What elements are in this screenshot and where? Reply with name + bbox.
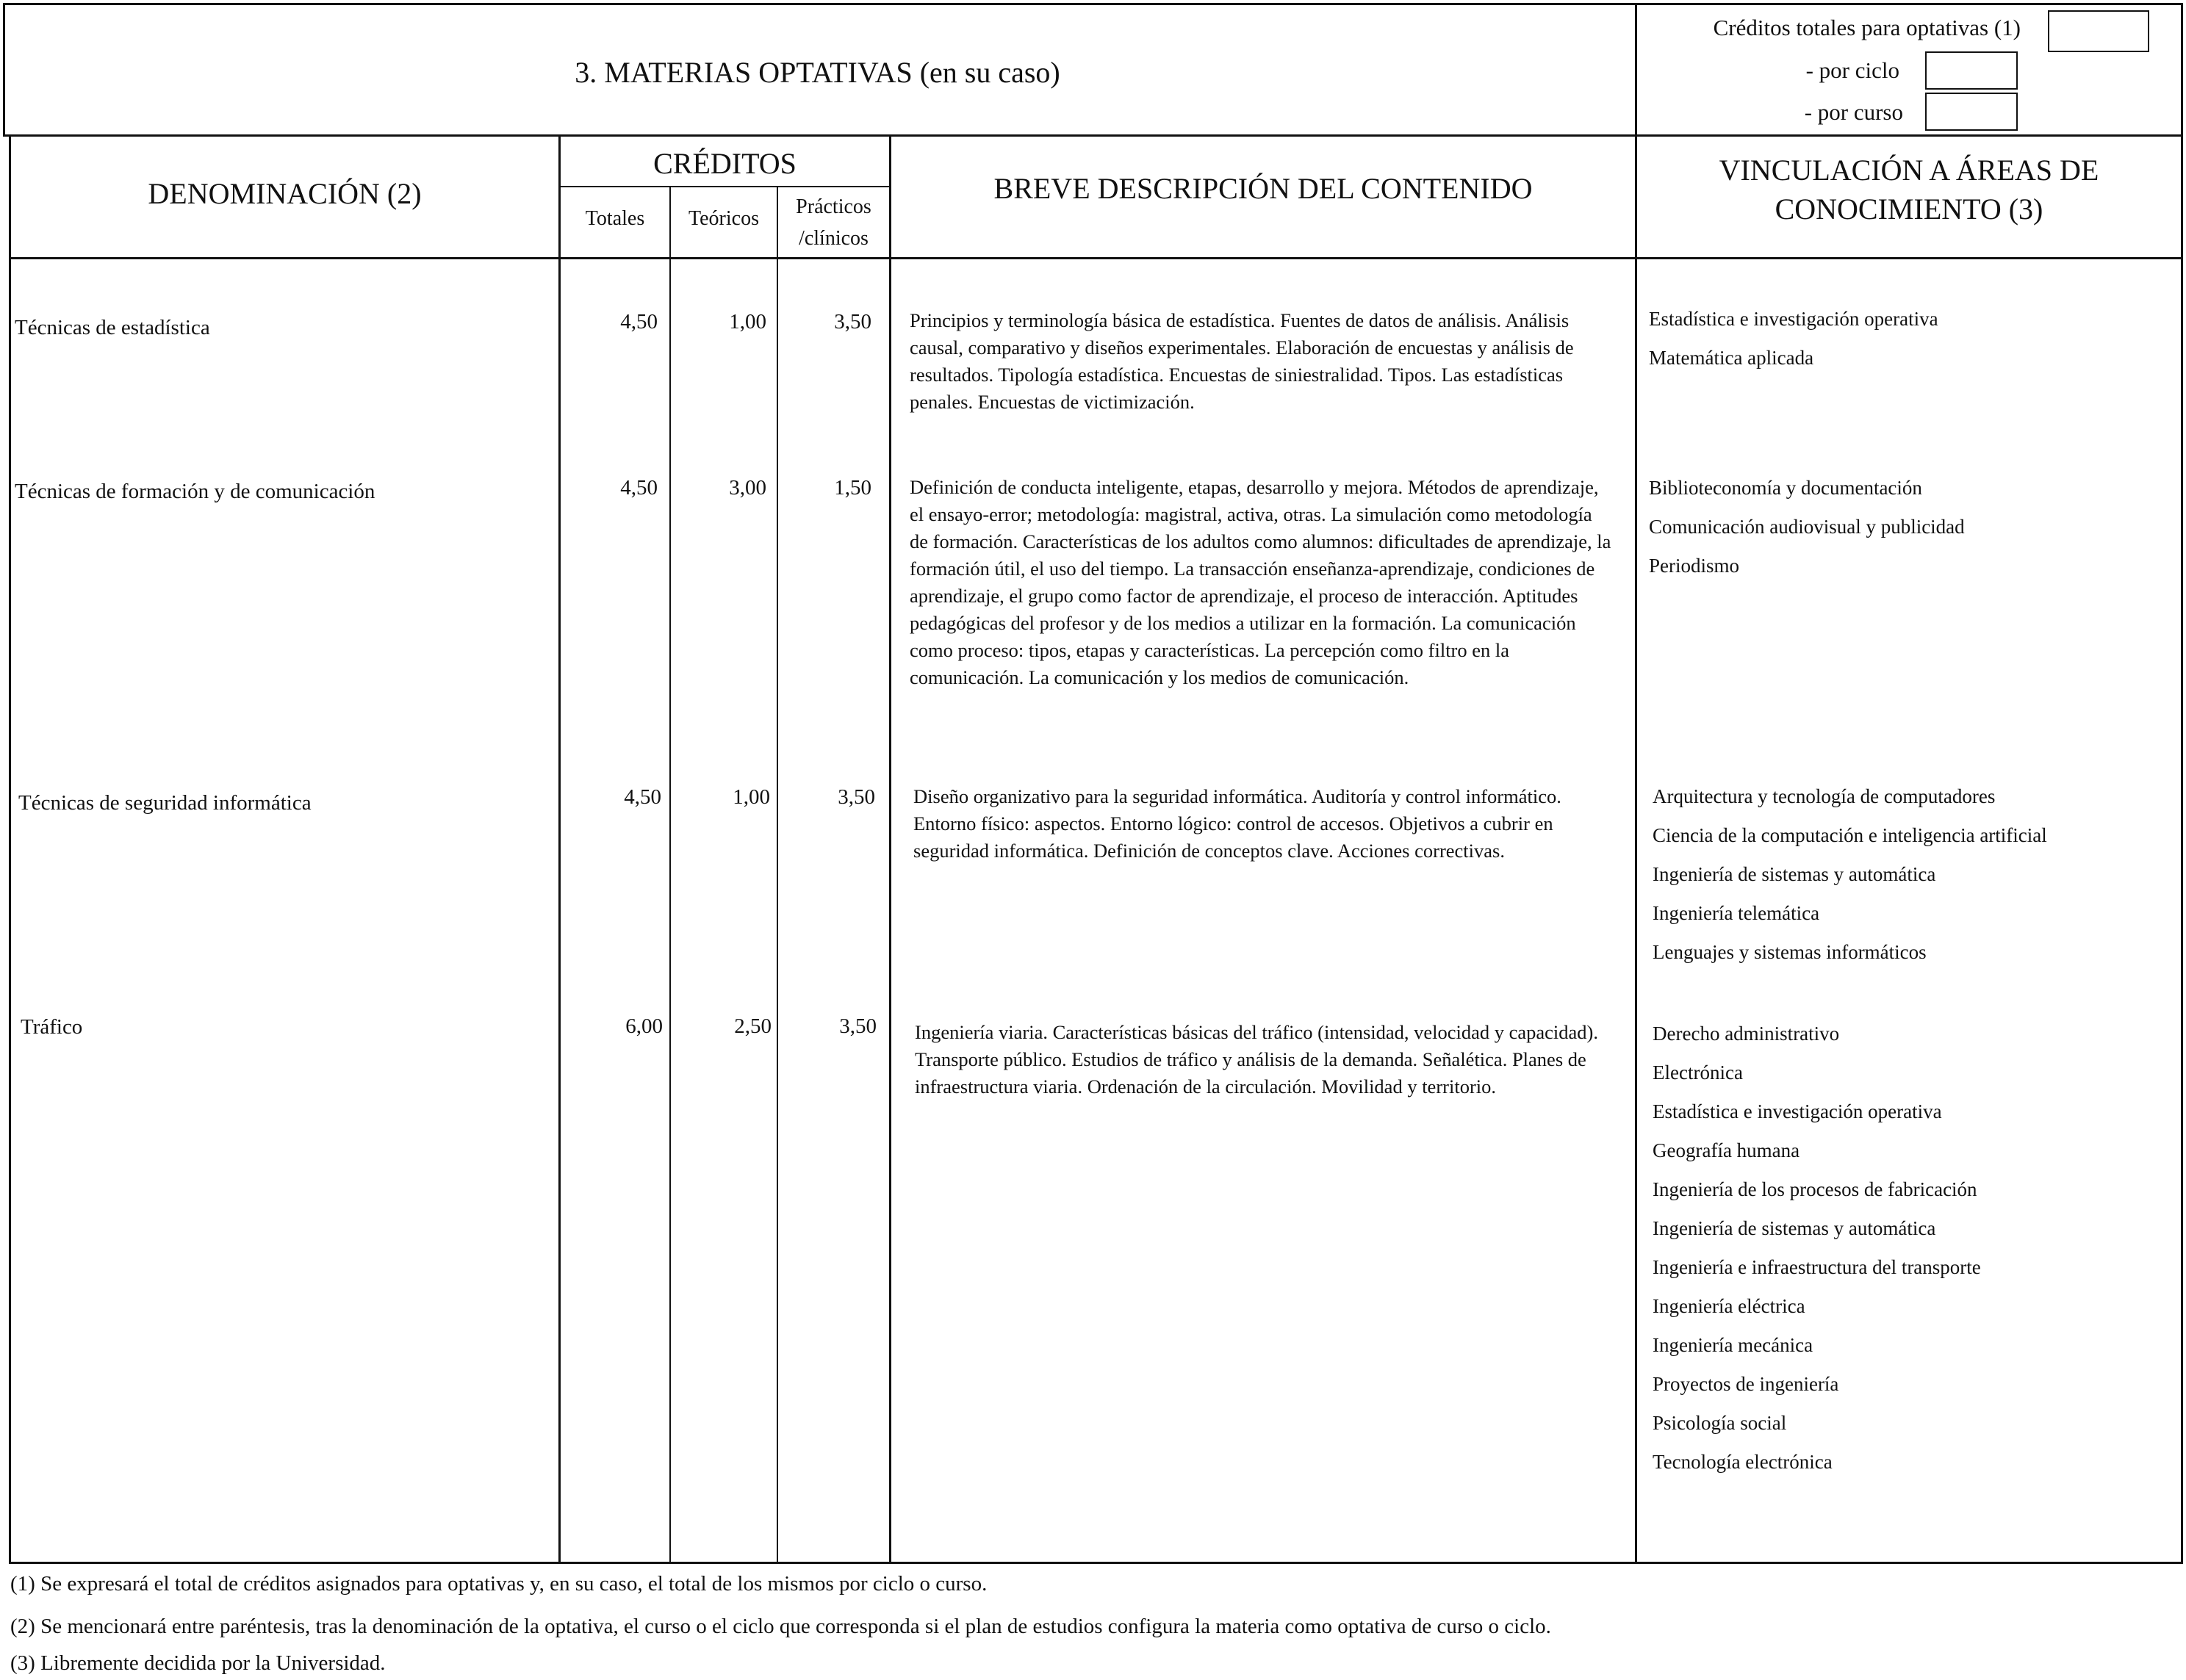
content-description: Principios y terminología básica de estadística. Fuentes de datos de análisis. Análisis causal, comparativo y diseños experimentales. Elaboración de encuestas y análisis de resultados. Tipología estadística. Encuestas de siniestralidad. Tipos. Las estadísticas penales. Encuestas de victimización.	[910, 309, 1574, 413]
credits-practice: 1,50	[834, 476, 871, 500]
rule-col-areas	[1635, 134, 1637, 1564]
area-item: Ingeniería telemática	[1653, 902, 1820, 924]
knowledge-areas	[1653, 1014, 1981, 1482]
credits-theory: 1,00	[733, 785, 770, 809]
per-course-field[interactable]	[1925, 93, 2018, 131]
area-item: Estadística e investigación operativa	[1649, 308, 1938, 330]
area-item: Arquitectura y tecnología de computadores	[1653, 785, 1996, 807]
header-description: BREVE DESCRIPCIÓN DEL CONTENIDO	[993, 172, 1533, 205]
area-item: Periodismo	[1649, 555, 1740, 577]
area-item: Comunicación audiovisual y publicidad	[1649, 516, 1965, 538]
content-description: Diseño organizativo para la seguridad informática. Auditoría y control informático. Entorno físico: aspectos. Entorno lógico: control de accesos. Objetivos a cubrir en seguridad informática. Definición de conceptos clave. Acciones correctivas.	[913, 785, 1561, 862]
knowledge-areas	[1649, 300, 1938, 378]
credits-totals: 6,00	[625, 1014, 663, 1038]
footnote-1: (1) Se expresará el total de créditos asignados para optativas y, en su caso, el total de los mismos por ciclo o curso.	[10, 1572, 988, 1596]
credits-theory: 1,00	[729, 310, 766, 334]
area-item: Biblioteconomía y documentación	[1649, 477, 1922, 499]
area-item: Ciencia de la computación e inteligencia artificial	[1653, 824, 2047, 846]
subject-name: Técnicas de seguridad informática	[18, 791, 312, 815]
rule-col-description	[889, 134, 891, 1564]
header-areas	[1637, 151, 2181, 229]
per-course-label: - por curso	[1804, 99, 1903, 125]
area-item: Ingeniería e infraestructura del transporte	[1653, 1256, 1981, 1278]
credits-practice: 3,50	[838, 785, 875, 809]
knowledge-areas	[1653, 777, 2047, 972]
area-item: Ingeniería de sistemas y automática	[1653, 863, 1936, 885]
header-credits: CRÉDITOS	[653, 147, 797, 180]
area-item: Estadística e investigación operativa	[1653, 1100, 1942, 1122]
per-cycle-field[interactable]	[1925, 51, 2018, 90]
rule-col-credits-left	[558, 134, 561, 1564]
rule-title-divider	[1635, 3, 1637, 137]
credits-totals: 4,50	[620, 310, 658, 334]
credits-totals: 4,50	[624, 785, 661, 809]
footnote-2: (2) Se mencionará entre paréntesis, tras la denominación de la optativa, el curso o el ciclo que corresponda si el plan de estudios configura la materia como optativa de curso o ciclo.	[10, 1615, 1551, 1638]
page-title: 3. MATERIAS OPTATIVAS (en su caso)	[575, 56, 1060, 89]
rule-left	[9, 134, 11, 1564]
area-item: Psicología social	[1653, 1412, 1787, 1434]
rule-col-theory	[669, 186, 671, 1564]
header-denomination: DENOMINACIÓN (2)	[148, 177, 422, 210]
header-areas-line1: VINCULACIÓN A ÁREAS DE	[1719, 154, 2099, 187]
credits-practice: 3,50	[834, 310, 871, 334]
area-item: Derecho administrativo	[1653, 1023, 1840, 1045]
credits-practice: 3,50	[839, 1014, 877, 1038]
total-credits-field[interactable]	[2048, 10, 2149, 52]
credits-theory: 2,50	[734, 1014, 772, 1038]
area-item: Proyectos de ingeniería	[1653, 1373, 1839, 1395]
total-credits-label: Créditos totales para optativas (1)	[1713, 15, 2021, 40]
area-item: Geografía humana	[1653, 1139, 1800, 1161]
footnote-3: (3) Libremente decidida por la Universidad.	[10, 1651, 386, 1675]
header-totals: Totales	[585, 207, 645, 230]
area-item: Ingeniería eléctrica	[1653, 1295, 1805, 1317]
subject-name: Técnicas de formación y de comunicación	[15, 480, 375, 503]
header-practice-line1: Prácticos	[796, 195, 871, 218]
area-item: Lenguajes y sistemas informáticos	[1653, 941, 1927, 963]
area-item: Ingeniería de sistemas y automática	[1653, 1217, 1936, 1239]
rule-right	[2181, 3, 2183, 1564]
header-theory: Teóricos	[688, 207, 759, 230]
rule-top	[3, 3, 2183, 5]
header-practice-line2: /clínicos	[799, 227, 869, 250]
area-item: Ingeniería de los procesos de fabricación	[1653, 1178, 1977, 1200]
area-item: Matemática aplicada	[1649, 347, 1814, 369]
area-item: Tecnología electrónica	[1653, 1451, 1833, 1473]
area-item: Ingeniería mecánica	[1653, 1334, 1813, 1356]
area-item: Electrónica	[1653, 1061, 1743, 1084]
rule-col-practice	[777, 186, 778, 1564]
header-areas-line2: CONOCIMIENTO (3)	[1775, 192, 2043, 226]
subject-name: Técnicas de estadística	[15, 316, 210, 339]
credits-theory: 3,00	[729, 476, 766, 500]
content-description: Definición de conducta inteligente, etapas, desarrollo y mejora. Métodos de aprendizaje, el ensayo-error; metodología: magistral, activa, otras. La simulación como metodología de formación. Características de los adultos como alumnos: dificultades de aprendizaje, la formación útil, el uso del tiempo. La transacción enseñanza-aprendizaje, condiciones de aprendizaje, el grupo como factor de aprendizaje, el proceso de interacción. Aptitudes pedagógicas del profesor y de los medios a utilizar en la formación. La comunicación como proceso: tipos, etapas y características. La percepción como filtro en la comunicación. La comunicación y los medios de comunicación.	[910, 476, 1611, 688]
credits-totals: 4,50	[620, 476, 658, 500]
rule-header-bottom	[9, 257, 2183, 259]
per-cycle-label: - por ciclo	[1805, 57, 1899, 83]
knowledge-areas	[1649, 469, 1965, 585]
header-practice	[778, 191, 889, 255]
subject-name: Tráfico	[21, 1015, 83, 1039]
rule-header-top	[3, 134, 2183, 137]
content-description: Ingeniería viaria. Características básicas del tráfico (intensidad, velocidad y capacidad). Transporte público. Estudios de tráfico y análisis de la demanda. Señalética. Planes de infraestructura viaria. Ordenación de la circulación. Movilidad y territorio.	[915, 1021, 1599, 1097]
rule-bottom	[9, 1562, 2183, 1564]
rule-credits-sub	[558, 186, 891, 187]
